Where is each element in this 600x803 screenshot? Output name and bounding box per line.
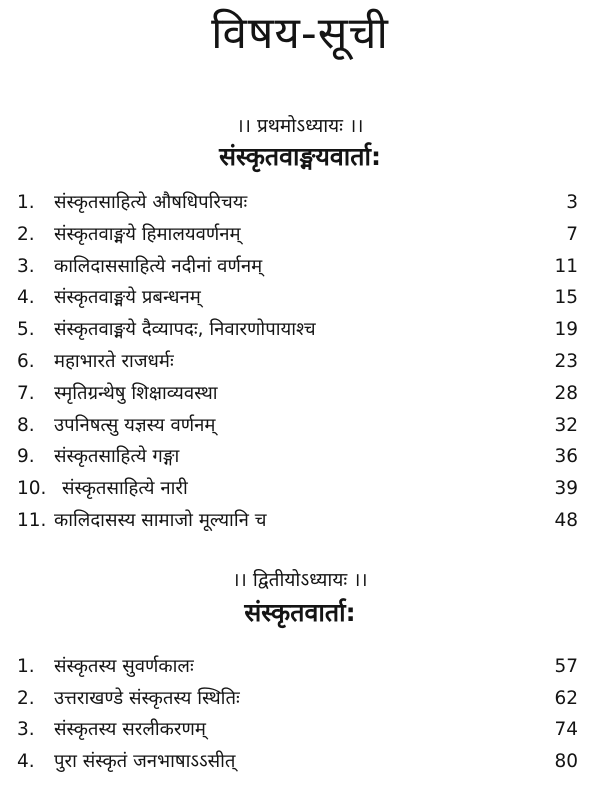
entry-page: 28 [554, 382, 578, 404]
entry-page: 74 [554, 719, 578, 740]
entry-title: संस्कृतवाङ्मये हिमालयवर्णनम् [54, 223, 241, 245]
toc-entry[interactable] [0, 651, 600, 683]
toc-entry[interactable] [0, 473, 600, 505]
toc-entry[interactable] [0, 251, 600, 283]
entry-title: संस्कृतसाहित्ये गङ्गा [54, 446, 180, 468]
entry-title: संस्कृतसाहित्ये नारी [62, 478, 188, 500]
toc-entry[interactable] [0, 219, 600, 251]
entry-title: संस्कृतवाङ्मये दैव्यापदः, निवारणोपायाश्च [54, 319, 316, 341]
entry-number: 2. [17, 687, 35, 709]
chapter-1-heading: संस्कृतवाङ्मयवार्ता: [219, 142, 381, 171]
entry-number: 4. [17, 287, 35, 309]
toc-entry[interactable] [0, 187, 600, 219]
entry-page: 36 [554, 446, 578, 468]
entry-page: 19 [554, 319, 578, 341]
entry-page: 48 [554, 509, 578, 531]
page-title: विषय-सूची [211, 8, 389, 59]
toc-entry[interactable] [0, 683, 600, 715]
entry-title: संस्कृतसाहित्ये औषधिपरिचयः [54, 192, 248, 213]
toc-entry[interactable] [0, 714, 600, 746]
entry-number: 4. [17, 750, 35, 772]
toc-entry[interactable] [0, 410, 600, 442]
entry-page: 15 [554, 287, 578, 309]
entry-number: 8. [17, 414, 35, 436]
toc-entry[interactable] [0, 282, 600, 314]
toc-entry[interactable] [0, 505, 600, 537]
entry-page: 57 [554, 656, 578, 677]
entry-number: 1. [17, 192, 35, 213]
entry-page: 23 [554, 350, 578, 372]
toc-entry[interactable] [0, 746, 600, 778]
entry-title: पुरा संस्कृतं जनभाषाऽऽसीत् [54, 750, 236, 772]
entry-title: उत्तराखण्डे संस्कृतस्य स्थितिः [54, 687, 240, 709]
toc-entry[interactable] [0, 346, 600, 378]
chapter-2-entries [0, 651, 600, 777]
entry-page: 80 [554, 750, 578, 772]
toc-entry[interactable] [0, 378, 600, 410]
entry-number: 3. [17, 255, 35, 277]
toc-entry[interactable] [0, 314, 600, 346]
entry-title: उपनिषत्सु यज्ञस्य वर्णनम् [54, 414, 216, 436]
entry-number: 2. [17, 223, 35, 245]
entry-number: 10. [17, 478, 47, 500]
entry-number: 11. [17, 509, 47, 531]
entry-title: संस्कृतस्य सुवर्णकालः [54, 656, 194, 677]
entry-page: 3 [566, 192, 578, 213]
entry-page: 39 [554, 478, 578, 500]
chapter-2-label: ।। द्वितीयोऽध्यायः ।। [232, 569, 368, 591]
entry-page: 7 [566, 223, 578, 245]
entry-number: 9. [17, 446, 35, 468]
chapter-1-label: ।। प्रथमोऽध्यायः ।। [236, 115, 364, 137]
entry-number: 1. [17, 656, 35, 677]
toc-entry[interactable] [0, 441, 600, 473]
chapter-2-heading: संस्कृतवार्ता: [244, 598, 356, 627]
entry-number: 5. [17, 319, 35, 341]
entry-title: कालिदासस्य सामाजो मूल्यानि च [54, 509, 267, 531]
entry-title: स्मृतिग्रन्थेषु शिक्षाव्यवस्था [54, 382, 218, 404]
entry-number: 3. [17, 719, 35, 740]
chapter-1-entries [0, 187, 600, 537]
entry-page: 11 [554, 255, 578, 277]
entry-number: 6. [17, 350, 35, 372]
entry-title: संस्कृतवाङ्मये प्रबन्धनम् [54, 287, 201, 309]
entry-page: 32 [554, 414, 578, 436]
entry-page: 62 [554, 687, 578, 709]
entry-title: संस्कृतस्य सरलीकरणम् [54, 719, 206, 740]
entry-number: 7. [17, 382, 35, 404]
entry-title: कालिदाससाहित्ये नदीनां वर्णनम् [54, 255, 263, 277]
entry-title: महाभारते राजधर्मः [54, 350, 174, 372]
